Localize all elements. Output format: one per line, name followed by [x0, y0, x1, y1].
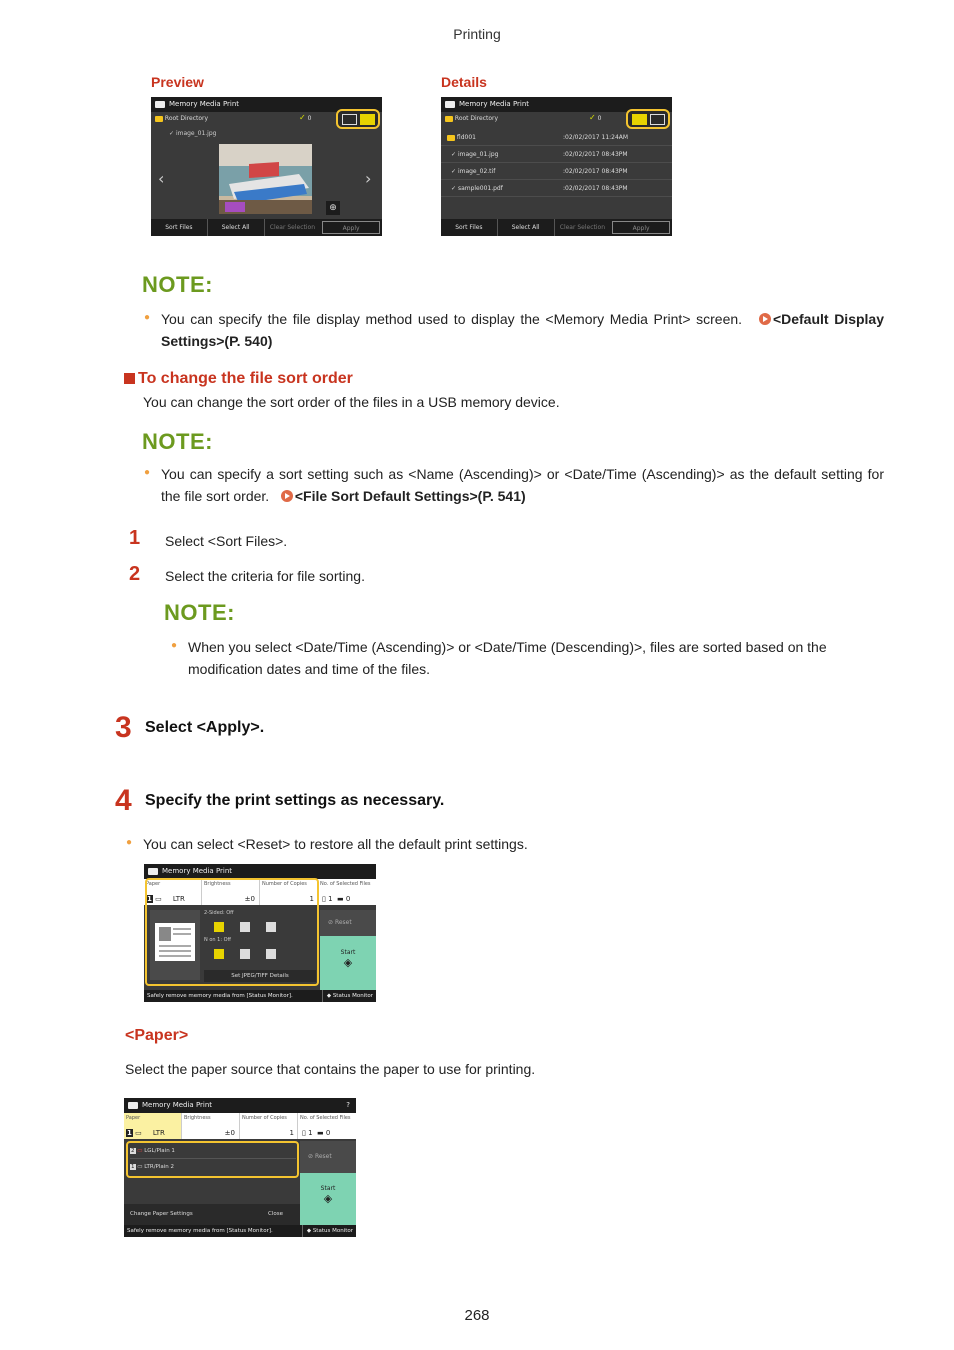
paper-option-row: 2 ▭ LGL/Plain 1	[130, 1143, 296, 1159]
sort-files-button: Sort Files	[165, 224, 193, 231]
file-icon: ▯	[322, 895, 326, 903]
jpeg-tiff-details-button: Set JPEG/TIFF Details	[204, 970, 316, 982]
list-item: ✓ sample001.pdf :02/02/2017 08:43PM	[441, 180, 672, 197]
sort-section-intro: You can change the sort order of the files in a USB memory device.	[143, 394, 560, 410]
tray-number-icon: 2	[131, 1148, 135, 1154]
note-2-item	[144, 463, 884, 507]
preview-thumbnail	[219, 144, 312, 214]
zoom-icon: ⊕	[326, 201, 340, 215]
bullet-icon: ●	[126, 837, 133, 848]
folder-icon	[155, 116, 163, 122]
paper-section-desc: Select the paper source that contains the paper to use for printing.	[125, 1061, 536, 1077]
section-marker-icon	[124, 373, 135, 384]
link-arrow-icon	[759, 313, 771, 325]
page-number: 268	[464, 1307, 490, 1324]
default-display-settings-link[interactable]: <Default Display Settings>(P. 540)	[161, 311, 884, 349]
sort-section-title: To change the file sort order	[124, 370, 353, 388]
back-icon	[128, 1102, 138, 1109]
paper-header-row: Paper 1 ▭ LTR Brightness ±0 Number of Copies 1 No. of Selected Files ▯ 1 ▬ 0	[124, 1113, 356, 1139]
settings-header-row: Paper 1 ▭ LTR Brightness ±0 Number of Copies 1 No. of Selected Files ▯ 1 ▬ 0	[144, 879, 376, 905]
apply-button: Apply	[612, 221, 670, 234]
select-all-button: Select All	[497, 219, 554, 236]
check-icon: ✓	[451, 168, 458, 175]
folder-icon	[445, 116, 453, 122]
step-text: Select <Sort Files>.	[165, 533, 288, 549]
print-settings-screenshot	[144, 864, 376, 1002]
paper-options-highlight-frame	[126, 1141, 299, 1178]
settings-highlight-frame	[145, 878, 319, 986]
note-heading: NOTE:	[142, 429, 213, 454]
preview-file-name: ✓ image_01.jpg	[169, 130, 217, 137]
list-item: ✓ image_01.jpg :02/02/2017 08:43PM	[441, 146, 672, 163]
note-3-item	[171, 636, 884, 680]
folder-icon	[447, 135, 455, 141]
printer-icon: ▬	[317, 1129, 324, 1137]
close-button: Close	[268, 1211, 283, 1217]
printer-icon: ▬	[337, 895, 344, 903]
change-paper-settings-button: Change Paper Settings	[130, 1211, 193, 1217]
check-icon: ✓	[451, 151, 458, 158]
start-button: Start ◈	[320, 936, 376, 990]
step-number: 2	[129, 563, 141, 585]
reset-button: ⊘ Reset	[300, 1141, 356, 1173]
clear-selection-button: Clear Selection	[264, 219, 321, 236]
tray-number-icon: 1	[131, 1164, 135, 1170]
list-item: ✓ image_02.tif :02/02/2017 08:43PM	[441, 163, 672, 180]
step-text: Select the criteria for file sorting.	[165, 568, 365, 584]
print-settings-title: Memory Media Print	[144, 864, 376, 879]
sort-files-button: Sort Files	[455, 224, 483, 231]
two-sided-label: 2-Sided: Off	[204, 910, 234, 916]
note-1-item	[144, 308, 884, 352]
apply-button: Apply	[322, 221, 380, 234]
details-screen-title: Memory Media Print	[441, 97, 672, 112]
preview-selected-count: ✓ 0	[299, 113, 312, 122]
list-view-icon	[342, 114, 357, 125]
step-number: 3	[115, 711, 132, 744]
file-sort-default-settings-link[interactable]: <File Sort Default Settings>(P. 541)	[294, 488, 526, 504]
list-item: fld001 :02/02/2017 11:24AM	[441, 129, 672, 146]
status-bar: Safely remove memory media from [Status Monitor]. ◆ Status Monitor	[124, 1225, 356, 1237]
list-view-icon	[632, 114, 647, 125]
paper-select-title: Memory Media Print ?	[124, 1098, 356, 1113]
note-2-text: You can specify a sort setting such as <Name (Ascending)> or <Date/Time (Ascending)> as the default setting for the file sort order.	[161, 466, 884, 504]
check-icon: ✓	[451, 185, 458, 192]
preview-view-icon	[360, 114, 375, 125]
n-on-1-label: N on 1: Off	[204, 937, 231, 943]
paper-select-screenshot	[124, 1098, 356, 1237]
boat-photo-image	[219, 144, 312, 214]
paper-bottom-bar	[124, 1204, 300, 1225]
start-diamond-icon: ◈	[343, 956, 353, 969]
running-head: Printing	[453, 26, 501, 42]
clear-selection-button: Clear Selection	[554, 219, 611, 236]
reset-icon: ⊘	[308, 1153, 314, 1160]
next-arrow-icon: ›	[365, 169, 372, 188]
start-diamond-icon: ◈	[323, 1192, 333, 1205]
step-text: Specify the print settings as necessary.	[145, 792, 445, 809]
back-icon	[148, 868, 158, 875]
preview-figure-label: Preview	[151, 74, 204, 90]
previous-arrow-icon: ‹	[158, 169, 165, 188]
status-monitor-icon: ◆	[306, 1228, 312, 1234]
preview-screenshot	[151, 97, 382, 236]
note-3-text: When you select <Date/Time (Ascending)> or <Date/Time (Descending)>, files are sorted based on the modification dates and time of the files.	[188, 639, 827, 677]
status-monitor-icon: ◆	[326, 993, 332, 999]
details-folder-row: Root Directory	[445, 115, 498, 122]
link-arrow-icon	[281, 490, 293, 502]
bullet-icon: ●	[171, 640, 178, 651]
details-bottom-buttons	[441, 219, 672, 236]
note-1-text: You can specify the file display method used to display the <Memory Media Print> screen.	[161, 311, 743, 327]
details-figure-label: Details	[441, 74, 487, 90]
details-selected-count: ✓ 0	[589, 113, 602, 122]
media-icon	[155, 101, 165, 108]
preview-bottom-buttons	[151, 219, 382, 236]
status-bar: Safely remove memory media from [Status Monitor]. ◆ Status Monitor	[144, 990, 376, 1002]
reset-button: ⊘ Reset	[320, 910, 376, 936]
file-icon: ▯	[302, 1129, 306, 1137]
step-number: 4	[115, 784, 132, 817]
paper-option-row: 1 ▭ LTR/Plain 2	[131, 1164, 175, 1170]
bullet-icon: ●	[144, 467, 151, 478]
preview-screen-title: Memory Media Print	[151, 97, 382, 112]
note-heading: NOTE:	[164, 600, 235, 625]
view-toggle-highlight	[336, 109, 380, 129]
details-screenshot	[441, 97, 672, 236]
tray-icon: ▭	[137, 1164, 143, 1170]
tray-icon: ▭	[137, 1148, 143, 1154]
paper-section-title: <Paper>	[125, 1027, 189, 1044]
help-icon: ?	[346, 1101, 350, 1109]
note-heading: NOTE:	[142, 272, 213, 297]
step-4-bullet: ● You can select <Reset> to restore all the default print settings.	[126, 836, 528, 852]
view-toggle-highlight	[626, 109, 670, 129]
reset-icon: ⊘	[328, 919, 334, 926]
check-icon: ✓	[299, 113, 306, 122]
bullet-icon: ●	[144, 312, 151, 323]
check-icon: ✓	[169, 130, 176, 137]
preview-folder-row: Root Directory	[155, 115, 208, 122]
check-icon: ✓	[589, 113, 596, 122]
step-text: Select <Apply>.	[145, 719, 265, 736]
step-number: 1	[129, 527, 141, 549]
select-all-button: Select All	[207, 219, 264, 236]
media-icon	[445, 101, 455, 108]
start-button: Start ◈	[300, 1173, 356, 1225]
preview-view-icon	[650, 114, 665, 125]
